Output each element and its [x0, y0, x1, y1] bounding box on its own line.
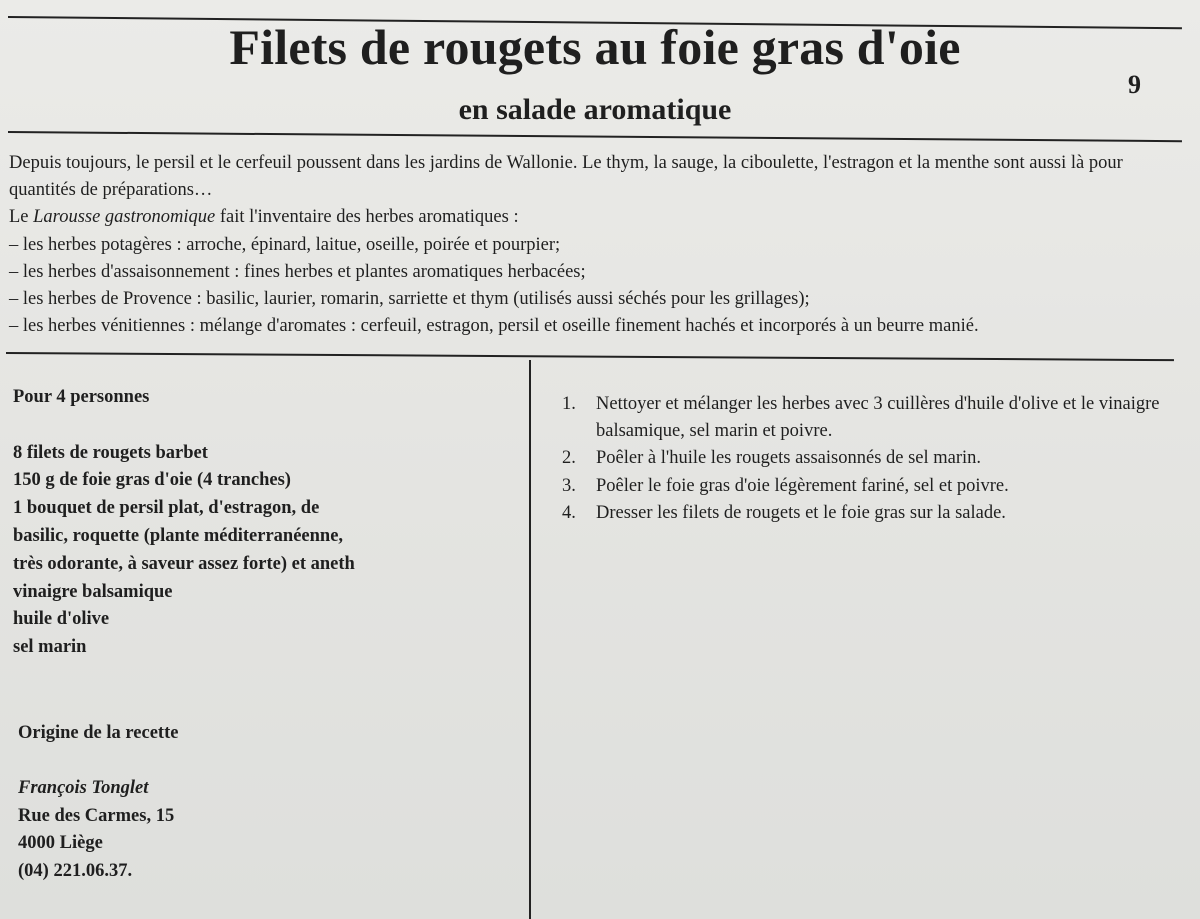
step-number: 3. — [562, 475, 576, 496]
ingredient-item: très odorante, à saveur assez forte) et aneth — [13, 553, 355, 574]
herb-item: – les herbes potagères : arroche, épinard, laitue, oseille, poirée et pourpier; — [9, 234, 561, 255]
page-number: 9 — [1128, 70, 1141, 99]
recipe-subtitle: en salade aromatique — [458, 93, 732, 126]
intro-suffix: fait l'inventaire des herbes aromatiques : — [215, 207, 519, 228]
step-number: 4. — [562, 502, 576, 523]
step-text: Poêler le foie gras d'oie légèrement fariné, sel et poivre. — [596, 475, 1009, 496]
intro-larousse-line — [9, 204, 1184, 231]
ingredient-list — [13, 440, 518, 662]
ingredient-item: vinaigre balsamique — [13, 581, 173, 602]
step-number: 2. — [562, 448, 576, 469]
step-item — [560, 391, 1180, 445]
book-title: Larousse gastronomique — [33, 207, 216, 228]
ingredients-section — [13, 384, 518, 662]
origin-label: Origine de la recette — [18, 723, 179, 743]
ingredient-item: basilic, roquette (plante méditerranéenne, — [13, 525, 344, 546]
step-text: Poêler à l'huile les rougets assaisonnés de sel marin. — [596, 448, 982, 469]
step-item — [560, 473, 1180, 500]
step-item — [560, 500, 1180, 527]
servings-label: Pour 4 personnes — [13, 387, 150, 407]
intro-paragraph: Depuis toujours, le persil et le cerfeuil poussent dans les jardins de Wallonie. Le thym, la sauge, la ciboulette, l'estragon et la menthe sont aussi là pour quantités de préparations… — [9, 153, 1123, 201]
step-item — [560, 445, 1180, 472]
step-text: Dresser les filets de rougets et le foie gras sur la salade. — [596, 502, 1006, 523]
herb-item: – les herbes d'assaisonnement : fines herbes et plantes aromatiques herbacées; — [9, 261, 586, 282]
ingredient-item: huile d'olive — [13, 609, 110, 630]
origin-city: 4000 Liège — [18, 833, 103, 853]
preparation-steps — [560, 391, 1180, 527]
step-number: 1. — [562, 394, 576, 414]
recipe-title: Filets de rougets au foie gras d'oie — [229, 19, 961, 75]
section-rule — [6, 352, 1174, 361]
chef-name: François Tonglet — [18, 778, 149, 798]
step-text: Nettoyer et mélanger les herbes avec 3 cuillères d'huile d'olive et le vinaigre balsamique, sel marin et poivre. — [596, 394, 1160, 442]
origin-section — [18, 720, 518, 885]
herb-item: – les herbes vénitiennes : mélange d'aromates : cerfeuil, estragon, persil et oseille finement hachés et incorporés à un beurre manié. — [9, 316, 979, 337]
ingredient-item: 150 g de foie gras d'oie (4 tranches) — [13, 470, 291, 491]
ingredient-item: 8 filets de rougets barbet — [13, 442, 208, 463]
column-divider — [529, 360, 531, 919]
origin-phone: (04) 221.06.37. — [18, 860, 133, 881]
ingredient-item: 1 bouquet de persil plat, d'estragon, de — [13, 498, 320, 519]
ingredient-item: sel marin — [13, 637, 87, 658]
header-rule — [8, 131, 1182, 142]
herb-item: – les herbes de Provence : basilic, laurier, romarin, sarriette et thym (utilisés aussi séchés pour les grillages); — [9, 289, 810, 310]
origin-street: Rue des Carmes, 15 — [18, 805, 175, 826]
intro-section — [9, 150, 1184, 340]
intro-prefix: Le — [9, 207, 34, 228]
